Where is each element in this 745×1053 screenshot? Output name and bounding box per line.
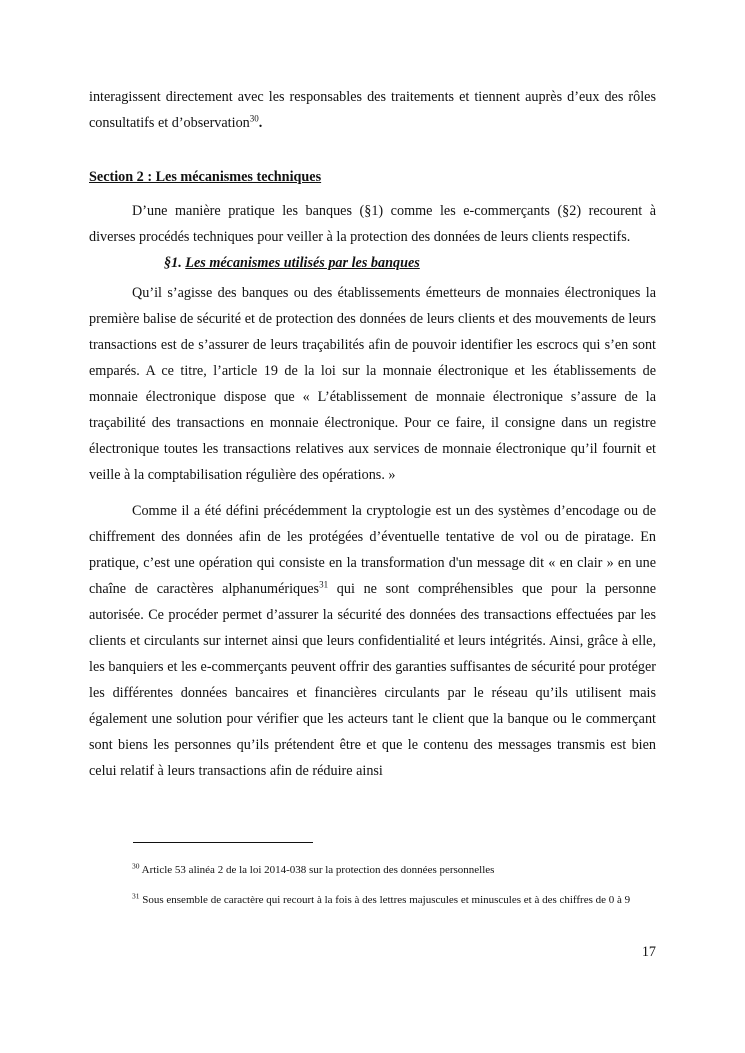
footnote-30: $^{30}$ Article 53 alinéa 2 de la loi 2014-038 sur la protection des données personnelles [132,861,495,876]
footnote-31: $^{31}$ Sous ensemble de caractère qui recourt à la fois à des lettres majuscules et minuscules et à des chiffres de 0 à 9 [132,891,631,906]
subsection-title: Les mécanismes utilisés par les banques [185,255,420,271]
footnote-ref-31: 31 [319,579,329,590]
paragraph-end-period: . [258,115,263,131]
footnote-separator [133,842,313,843]
subsection-number: §1. [164,255,186,271]
page-body [89,84,656,784]
footnote-ref-30: 30 [249,113,259,124]
paragraph-continued: interagissent directement avec les responsables des traitements et tiennent auprès d’eux des rôles consultatifs et d’observation$^{30}$. [89,89,656,131]
page-number: 17 [641,944,656,960]
paragraph-cryptologie: Comme il a été défini précédemment la cryptologie est un des systèmes d’encodage ou de chiffrement des données afin de les protégées d’éventuelle tentative de vol ou de piratage. En pratique, c’est une opération qui consiste en la transformation d'un message dit « en clair » en une chaîne de caractères alphanumériques$^{31}$ qui ne sont compréhensibles que pour la personne autorisée. Ce procéder permet d’assurer la sécurité des données des transactions effectuées par les clients et circulants sur internet ainsi que leurs confidentialité et leurs intégrités. Ainsi, grâce à elle, les banquiers et les e-commerçants peuvent offrir des garanties suffisantes de sécurité pour protéger les différentes données bancaires et financières circulants par le réseau qu’ils utilisent mais également une solution pour vérifier que les acteurs tant le client que la banque ou le commerçant sont biens les personnes qu’ils prétendent être et que le contenu des messages transmis est bien celui relatif à leurs transactions afin de réduire ainsi [89,503,656,779]
section-title: Section 2 : Les mécanismes techniques [89,169,322,185]
subsection-heading [89,250,656,276]
paragraph-intro: D’une manière pratique les banques (§1) comme les e-commerçants (§2) recourent à diverses procédés techniques pour veiller à la protection des données de leurs clients respectifs. [89,203,656,245]
paragraph-tracabilite: Qu’il s’agisse des banques ou des établissements émetteurs de monnaies électroniques la première balise de sécurité et de protection des données de leurs clients et des mouvements de leurs transactions est de s’assurer de leurs traçabilités afin de pouvoir identifier les escrocs qui s’en sont emparés. A ce titre, l’article 19 de la loi sur la monnaie électronique et les établissements de monnaie électronique dispose que « L’établissement de monnaie électronique s’assure de la traçabilité des transactions en monnaie électronique. Pour ce faire, il consigne dans un registre électronique toutes les transactions relatives aux services de monnaie électronique qu’il fournit et veille à la comptabilisation régulière des opérations. » [89,285,656,483]
